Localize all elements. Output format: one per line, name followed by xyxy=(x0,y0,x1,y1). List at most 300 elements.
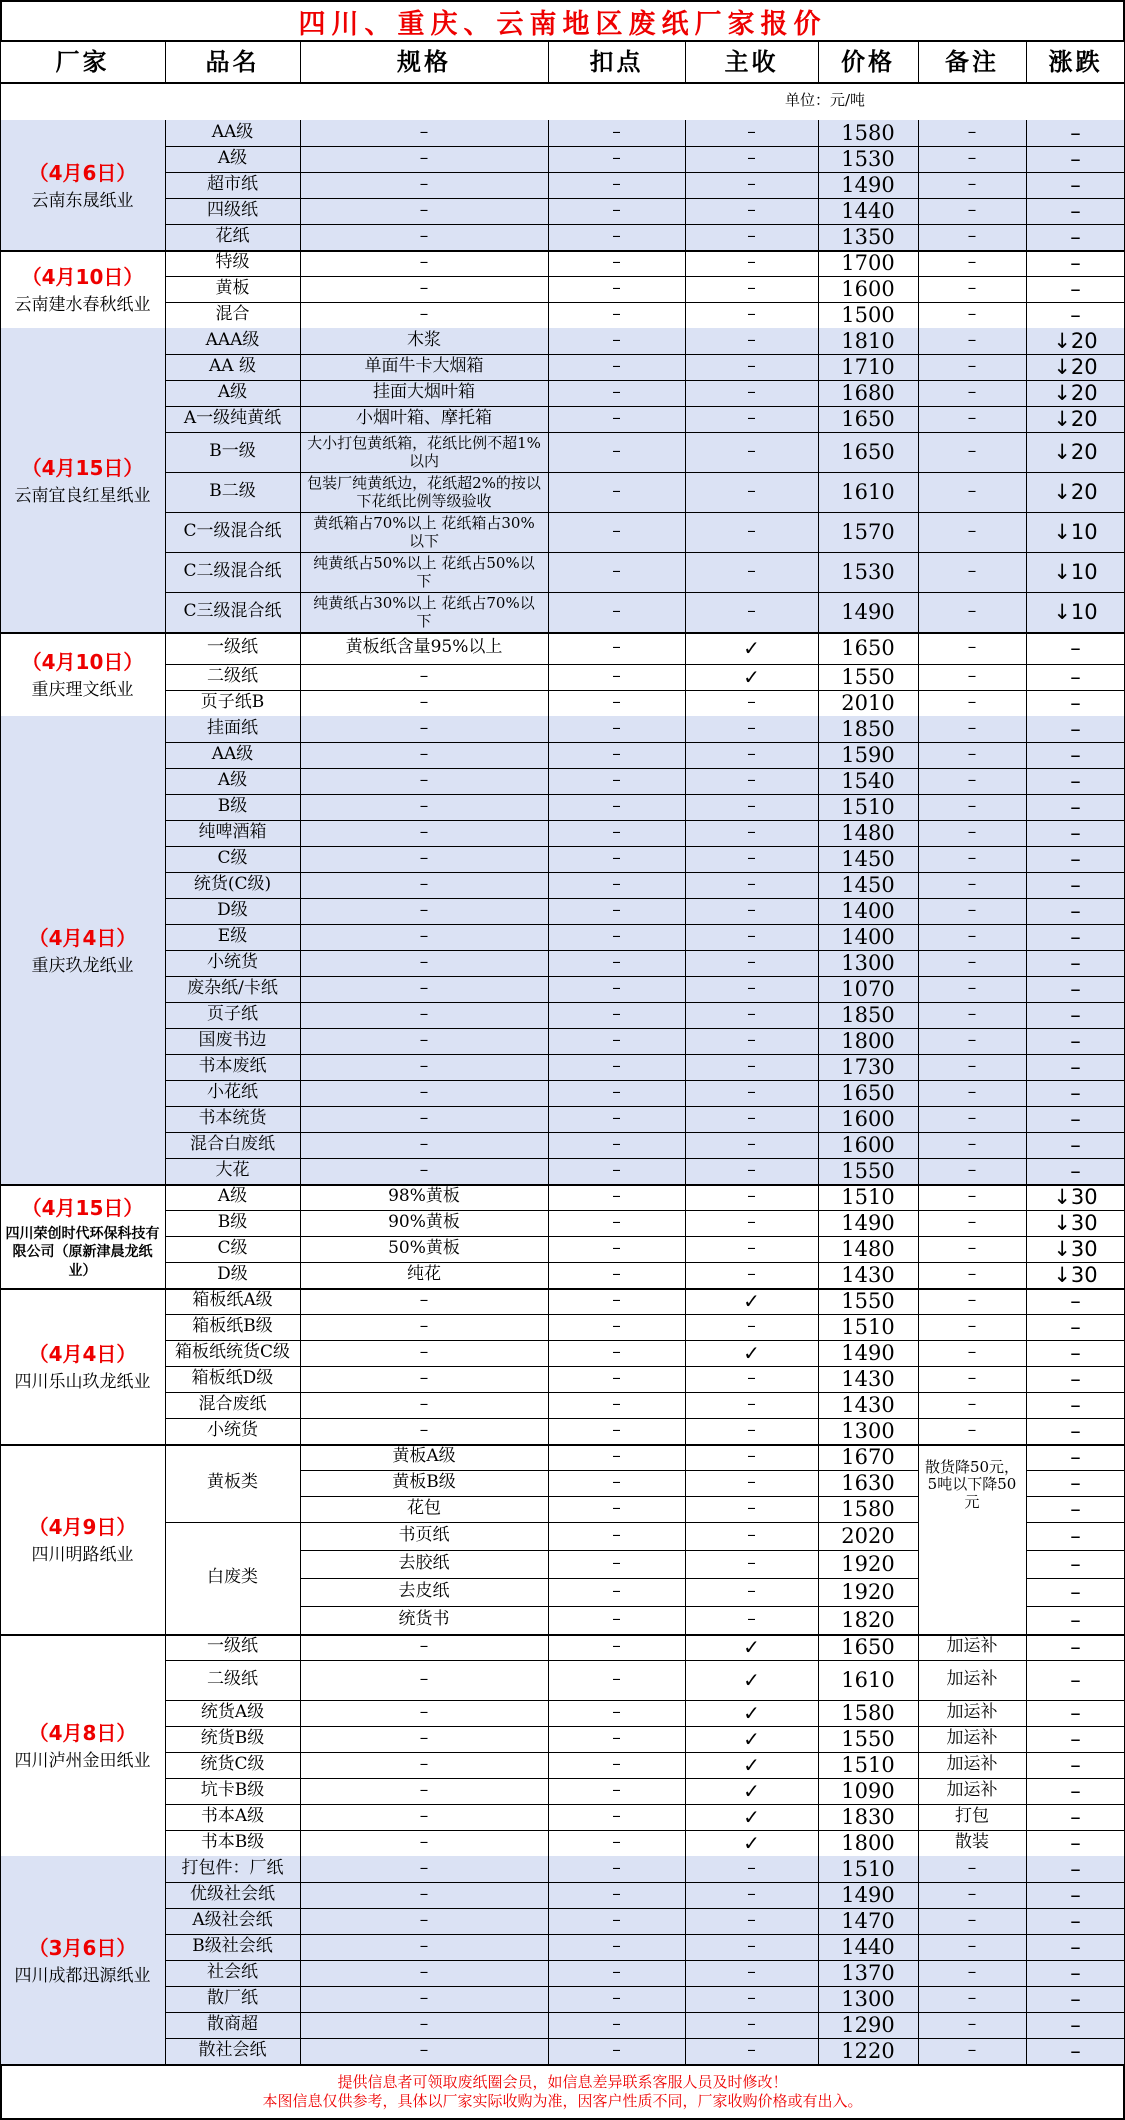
deduction-cell: – xyxy=(612,122,621,143)
main-cell: ✓ xyxy=(743,1726,760,1751)
note-cell: – xyxy=(967,1936,977,1957)
trend-cell: – xyxy=(1070,1314,1081,1339)
factory-name: 四川荣创时代环保科技有限公司（原新津晨龙纸业） xyxy=(5,1226,160,1279)
main-cell: – xyxy=(747,304,756,325)
factory-cell xyxy=(0,1634,165,1856)
product-cell: 二级纸 xyxy=(207,1669,258,1690)
price-cell: 1370 xyxy=(841,1960,895,1985)
deduction-cell: – xyxy=(612,1936,621,1957)
trend-cell: – xyxy=(1070,1960,1081,1985)
product-cell: 花纸 xyxy=(215,226,250,247)
main-cell: ✓ xyxy=(743,1288,760,1313)
main-cell: ✓ xyxy=(743,1804,760,1829)
price-cell: 1580 xyxy=(841,1700,895,1725)
product-cell: AAA级 xyxy=(205,330,260,351)
product-cell: 一级纸 xyxy=(207,637,258,658)
trend-cell: – xyxy=(1070,1288,1081,1313)
trend-cell: – xyxy=(1070,1607,1081,1632)
spec-cell: – xyxy=(419,1134,429,1155)
factory-name: 四川成都迅源纸业 xyxy=(14,1966,151,1987)
spec-cell: 纯黄纸占30%以上 花纸占70%以下 xyxy=(313,594,535,630)
trend-cell: – xyxy=(1070,146,1081,171)
note-cell: – xyxy=(967,1108,977,1129)
trend-cell: – xyxy=(1070,898,1081,923)
spec-cell: – xyxy=(419,1988,429,2009)
factory-cell xyxy=(0,120,165,250)
trend-cell: – xyxy=(1070,1002,1081,1027)
column-divider xyxy=(300,120,301,2064)
trend-cell: – xyxy=(1070,1106,1081,1131)
spec-cell: 黄板纸含量95%以上 xyxy=(345,637,503,658)
price-cell: 1070 xyxy=(841,976,895,1001)
spec-cell: 花包 xyxy=(407,1498,441,1519)
trend-cell: – xyxy=(1070,690,1081,715)
price-cell: 1400 xyxy=(841,898,895,923)
note-cell: – xyxy=(967,441,977,462)
spec-cell: 小烟叶箱、摩托箱 xyxy=(356,408,492,429)
price-cell: 1510 xyxy=(841,794,895,819)
main-cell: – xyxy=(747,822,756,843)
spec-cell: – xyxy=(419,1342,429,1363)
note-cell: 加运补 xyxy=(946,1636,998,1657)
trend-cell: – xyxy=(1070,1418,1081,1443)
product-cell: 统货(C级) xyxy=(193,874,272,895)
price-cell: 1710 xyxy=(841,354,895,379)
spec-cell: – xyxy=(419,1910,429,1931)
trend-cell: – xyxy=(1070,1523,1081,1548)
note-cell: – xyxy=(967,1368,977,1389)
price-cell: 1700 xyxy=(841,250,895,275)
note-cell: – xyxy=(967,1290,977,1311)
price-cell: 1510 xyxy=(841,1184,895,1209)
trend-cell: – xyxy=(1070,1080,1081,1105)
footer-line-1: 提供信息者可领取废纸圈会员，如信息差异联系客服人员及时修改！ xyxy=(337,2072,788,2091)
product-cell: 箱板纸A级 xyxy=(192,1290,273,1311)
price-cell: 1570 xyxy=(841,519,895,544)
product-cell: A一级纯黄纸 xyxy=(183,408,282,429)
deduction-cell: – xyxy=(612,1962,621,1983)
trend-cell: – xyxy=(1070,716,1081,741)
trend-cell: – xyxy=(1070,2038,1081,2063)
product-cell: 页子纸 xyxy=(207,1004,258,1025)
deduction-cell: – xyxy=(612,1394,621,1415)
price-cell: 1670 xyxy=(841,1444,895,1469)
main-cell: – xyxy=(747,1030,756,1051)
spec-cell: – xyxy=(419,666,429,687)
product-cell: 箱板纸B级 xyxy=(192,1316,273,1337)
note-cell: – xyxy=(967,408,977,429)
product-cell: C级 xyxy=(217,848,248,869)
product-cell: 社会纸 xyxy=(207,1962,258,1983)
deduction-cell: – xyxy=(612,1290,621,1311)
deduction-cell: – xyxy=(612,1728,621,1749)
product-cell: A级 xyxy=(217,770,248,791)
trend-cell: – xyxy=(1070,768,1081,793)
header-note: 备注 xyxy=(945,47,999,77)
main-cell: – xyxy=(747,226,756,247)
spec-cell: – xyxy=(419,952,429,973)
trend-cell: – xyxy=(1070,1934,1081,1959)
deduction-cell: – xyxy=(612,174,621,195)
main-cell: – xyxy=(747,2014,756,2035)
product-cell: E级 xyxy=(217,926,248,947)
product-cell: 混合 xyxy=(215,304,250,325)
product-cell: A级 xyxy=(217,382,248,403)
price-cell: 1540 xyxy=(841,768,895,793)
spec-cell: – xyxy=(419,692,429,713)
spec-cell: – xyxy=(419,1832,429,1853)
deduction-cell: – xyxy=(612,356,621,377)
note-cell: – xyxy=(967,1212,977,1233)
note-cell: – xyxy=(967,978,977,999)
spec-cell: – xyxy=(419,1936,429,1957)
factory-cell xyxy=(0,328,165,632)
column-divider xyxy=(300,42,301,82)
deduction-cell: – xyxy=(612,718,621,739)
spec-cell: – xyxy=(419,744,429,765)
product-cell: 书本统货 xyxy=(198,1108,267,1129)
price-cell: 1730 xyxy=(841,1054,895,1079)
product-cell: 国废书边 xyxy=(198,1030,267,1051)
deduction-cell: – xyxy=(612,1553,621,1574)
main-cell: – xyxy=(747,1498,756,1519)
note-cell: – xyxy=(967,770,977,791)
header-trend: 涨跌 xyxy=(1048,47,1103,77)
price-cell: 1470 xyxy=(841,1908,895,1933)
product-cell: 废杂纸/卡纸 xyxy=(187,978,278,999)
factory-date: （4月6日） xyxy=(28,161,137,186)
product-cell: 混合白废纸 xyxy=(190,1134,275,1155)
trend-cell: – xyxy=(1070,198,1081,223)
deduction-cell: – xyxy=(612,1238,621,1259)
product-cell: C二级混合纸 xyxy=(183,561,282,582)
trend-cell: – xyxy=(1070,1882,1081,1907)
deduction-cell: – xyxy=(612,1004,621,1025)
main-cell: – xyxy=(747,1394,756,1415)
note-cell: – xyxy=(967,304,977,325)
product-cell: 书本B级 xyxy=(200,1832,265,1853)
header-price: 价格 xyxy=(841,47,895,77)
trend-cell: – xyxy=(1070,2012,1081,2037)
price-cell: 1480 xyxy=(841,820,895,845)
deduction-cell: – xyxy=(612,1472,621,1493)
product-cell: 统货C级 xyxy=(200,1754,265,1775)
deduction-cell: – xyxy=(612,1609,621,1630)
deduction-cell: – xyxy=(612,1186,621,1207)
price-cell: 1550 xyxy=(841,1158,895,1183)
price-cell: 1480 xyxy=(841,1236,895,1261)
deduction-cell: – xyxy=(612,796,621,817)
trend-cell: – xyxy=(1070,742,1081,767)
price-cell: 1090 xyxy=(841,1778,895,1803)
price-cell: 1510 xyxy=(841,1856,895,1881)
product-cell: 大花 xyxy=(215,1160,250,1181)
trend-cell: – xyxy=(1070,872,1081,897)
note-cell: – xyxy=(967,796,977,817)
spec-cell: – xyxy=(419,796,429,817)
column-divider xyxy=(1026,120,1027,2064)
trend-cell: – xyxy=(1070,1158,1081,1183)
trend-cell: – xyxy=(1070,1634,1081,1659)
main-cell: – xyxy=(747,1581,756,1602)
price-cell: 1350 xyxy=(841,224,895,249)
note-cell: – xyxy=(967,2040,977,2061)
factory-date: （4月8日） xyxy=(28,1721,137,1746)
deduction-cell: – xyxy=(612,1108,621,1129)
column-divider xyxy=(685,42,686,82)
factory-cell xyxy=(0,632,165,716)
spec-cell: 黄板B级 xyxy=(392,1472,456,1493)
note-cell: – xyxy=(967,1238,977,1259)
header-spec: 规格 xyxy=(397,47,451,77)
note-cell: 打包 xyxy=(955,1806,989,1827)
deduction-cell: – xyxy=(612,1581,621,1602)
spec-cell: 挂面大烟叶箱 xyxy=(373,382,475,403)
deduction-cell: – xyxy=(612,278,621,299)
spec-cell: – xyxy=(419,1669,429,1690)
trend-cell: – xyxy=(1070,250,1081,275)
product-cell: 书本废纸 xyxy=(198,1056,267,1077)
price-cell: 1430 xyxy=(841,1262,895,1287)
trend-cell: – xyxy=(1070,664,1081,689)
spec-cell: – xyxy=(419,2040,429,2061)
main-cell: – xyxy=(747,174,756,195)
column-divider xyxy=(918,42,919,82)
spec-cell: 包装厂纯黄纸边，花纸超2%的按以下花纸比例等级验收 xyxy=(307,474,541,510)
note-cell: 加运补 xyxy=(946,1728,998,1749)
price-cell: 1450 xyxy=(841,846,895,871)
deduction-cell: – xyxy=(612,926,621,947)
column-divider xyxy=(685,120,686,2064)
trend-cell: – xyxy=(1070,1579,1081,1604)
header-deduction: 扣点 xyxy=(589,47,644,77)
spec-cell: 木浆 xyxy=(407,330,441,351)
price-cell: 1490 xyxy=(841,172,895,197)
header-factory: 厂家 xyxy=(55,47,110,77)
spec-cell: – xyxy=(419,1160,429,1181)
factory-cell xyxy=(0,716,165,1184)
spec-cell: – xyxy=(419,1780,429,1801)
deduction-cell: – xyxy=(612,1858,621,1879)
product-cell: A级社会纸 xyxy=(192,1910,273,1931)
deduction-cell: – xyxy=(612,1780,621,1801)
spec-cell: 去皮纸 xyxy=(398,1581,450,1602)
main-cell: – xyxy=(747,382,756,403)
main-cell: – xyxy=(747,900,756,921)
factory-name: 云南东晟纸业 xyxy=(31,191,134,212)
trend-cell: – xyxy=(1070,1028,1081,1053)
spec-cell: – xyxy=(419,174,429,195)
price-cell: 1590 xyxy=(841,742,895,767)
product-cell: 特级 xyxy=(215,252,250,273)
factory-name: 重庆理文纸业 xyxy=(31,680,134,701)
main-cell: – xyxy=(747,148,756,169)
spec-cell: – xyxy=(419,1368,429,1389)
main-cell: – xyxy=(747,1962,756,1983)
product-cell: AA级 xyxy=(211,744,254,765)
row-divider xyxy=(0,82,1125,84)
factory-date: （4月10日） xyxy=(21,265,144,290)
merged-note: 散货降50元，5吨以下降50元 xyxy=(924,1458,1020,1511)
product-cell: 小花纸 xyxy=(207,1082,258,1103)
product-cell: 小统货 xyxy=(207,1420,258,1441)
factory-name: 重庆玖龙纸业 xyxy=(31,956,134,977)
factory-date: （4月4日） xyxy=(28,926,137,951)
main-cell: – xyxy=(747,1186,756,1207)
product-cell: 箱板纸D级 xyxy=(191,1368,274,1389)
price-cell: 1450 xyxy=(841,872,895,897)
spec-cell: – xyxy=(419,1056,429,1077)
main-cell: – xyxy=(747,1238,756,1259)
header-product: 品名 xyxy=(205,47,260,77)
deduction-cell: – xyxy=(612,252,621,273)
factory-name: 云南建水春秋纸业 xyxy=(14,295,151,316)
spec-cell: 纯黄纸占50%以上 花纸占50%以下 xyxy=(313,554,535,590)
note-cell: – xyxy=(967,1134,977,1155)
factory-date: （4月10日） xyxy=(21,650,144,675)
product-cell: B级 xyxy=(217,1212,248,1233)
main-cell: – xyxy=(747,1264,756,1285)
product-cell: B级 xyxy=(217,796,248,817)
main-cell: – xyxy=(747,1988,756,2009)
trend-cell: – xyxy=(1070,976,1081,1001)
price-cell: 1800 xyxy=(841,1830,895,1855)
main-cell: – xyxy=(747,278,756,299)
deduction-cell: – xyxy=(612,770,621,791)
note-cell: – xyxy=(967,200,977,221)
deduction-cell: – xyxy=(612,226,621,247)
note-cell: 加运补 xyxy=(946,1754,998,1775)
main-cell: – xyxy=(747,1884,756,1905)
spec-cell: 统货书 xyxy=(398,1609,450,1630)
trend-cell: – xyxy=(1070,1986,1081,2011)
note-cell: – xyxy=(967,122,977,143)
spec-cell: – xyxy=(419,1728,429,1749)
factory-cell xyxy=(0,250,165,328)
column-divider xyxy=(165,120,166,2064)
note-cell: – xyxy=(967,1264,977,1285)
trend-cell: ↓30 xyxy=(1053,1184,1098,1209)
price-cell: 1530 xyxy=(841,146,895,171)
main-cell: – xyxy=(747,1609,756,1630)
trend-cell: – xyxy=(1070,820,1081,845)
trend-cell: – xyxy=(1070,224,1081,249)
note-cell: – xyxy=(967,952,977,973)
trend-cell: ↓10 xyxy=(1053,599,1098,624)
price-cell: 1550 xyxy=(841,1726,895,1751)
main-cell: – xyxy=(747,1936,756,1957)
spec-cell: – xyxy=(419,1394,429,1415)
note-cell: – xyxy=(967,356,977,377)
product-cell: 纯啤酒箱 xyxy=(198,822,267,843)
deduction-cell: – xyxy=(612,952,621,973)
product-cell: AA 级 xyxy=(209,356,256,377)
main-cell: – xyxy=(747,601,756,622)
note-cell: – xyxy=(967,718,977,739)
trend-cell: – xyxy=(1070,1700,1081,1725)
spec-cell: – xyxy=(419,200,429,221)
deduction-cell: – xyxy=(612,2014,621,2035)
main-cell: – xyxy=(747,1056,756,1077)
deduction-cell: – xyxy=(612,1160,621,1181)
product-cell: 挂面纸 xyxy=(207,718,258,739)
product-cell: A级 xyxy=(217,148,248,169)
product-cell: AA级 xyxy=(211,122,254,143)
deduction-cell: – xyxy=(612,1884,621,1905)
main-cell: – xyxy=(747,408,756,429)
note-cell: – xyxy=(967,561,977,582)
deduction-cell: – xyxy=(612,1806,621,1827)
main-cell: – xyxy=(747,796,756,817)
deduction-cell: – xyxy=(612,521,621,542)
product-cell: 散厂纸 xyxy=(207,1988,258,2009)
main-cell: ✓ xyxy=(743,1752,760,1777)
price-cell: 1490 xyxy=(841,1340,895,1365)
spec-cell: – xyxy=(419,1290,429,1311)
product-cell: C一级混合纸 xyxy=(183,521,282,542)
trend-cell: – xyxy=(1070,1132,1081,1157)
trend-cell: – xyxy=(1070,635,1081,660)
price-cell: 1550 xyxy=(841,1288,895,1313)
trend-cell: – xyxy=(1070,846,1081,871)
main-cell: – xyxy=(747,1553,756,1574)
spec-cell: – xyxy=(419,1082,429,1103)
spec-cell: – xyxy=(419,1858,429,1879)
deduction-cell: – xyxy=(612,382,621,403)
main-cell: – xyxy=(747,1134,756,1155)
spec-cell: – xyxy=(419,122,429,143)
trend-cell: – xyxy=(1070,1667,1081,1692)
trend-cell: – xyxy=(1070,302,1081,327)
trend-cell: – xyxy=(1070,1340,1081,1365)
main-cell: – xyxy=(747,874,756,895)
deduction-cell: – xyxy=(612,441,621,462)
product-cell: B级社会纸 xyxy=(192,1936,273,1957)
deduction-cell: – xyxy=(612,1212,621,1233)
price-cell: 1820 xyxy=(841,1607,895,1632)
deduction-cell: – xyxy=(612,637,621,658)
note-cell: – xyxy=(967,637,977,658)
spec-cell: 50%黄板 xyxy=(388,1238,460,1259)
product-cell: 四级纸 xyxy=(207,200,258,221)
deduction-cell: – xyxy=(612,1082,621,1103)
deduction-cell: – xyxy=(612,200,621,221)
note-cell: – xyxy=(967,1186,977,1207)
deduction-cell: – xyxy=(612,304,621,325)
spec-cell: – xyxy=(419,1316,429,1337)
trend-cell: – xyxy=(1070,1752,1081,1777)
product-cell: 混合废纸 xyxy=(198,1394,267,1415)
spec-cell: – xyxy=(419,1884,429,1905)
note-cell: – xyxy=(967,666,977,687)
price-cell: 1800 xyxy=(841,1028,895,1053)
price-cell: 2010 xyxy=(841,690,895,715)
deduction-cell: – xyxy=(612,330,621,351)
price-cell: 1440 xyxy=(841,1934,895,1959)
price-cell: 1490 xyxy=(841,599,895,624)
product-cell: D级 xyxy=(217,900,248,921)
header-main: 主收 xyxy=(724,47,779,77)
spec-cell: 90%黄板 xyxy=(388,1212,460,1233)
factory-cell xyxy=(0,1856,165,2064)
product-cell: 坑卡B级 xyxy=(200,1780,265,1801)
trend-cell: – xyxy=(1070,1778,1081,1803)
note-cell: – xyxy=(967,1394,977,1415)
product-cell: 页子纸B xyxy=(200,692,265,713)
main-cell: – xyxy=(747,744,756,765)
main-cell: ✓ xyxy=(743,635,760,660)
price-cell: 1920 xyxy=(841,1551,895,1576)
